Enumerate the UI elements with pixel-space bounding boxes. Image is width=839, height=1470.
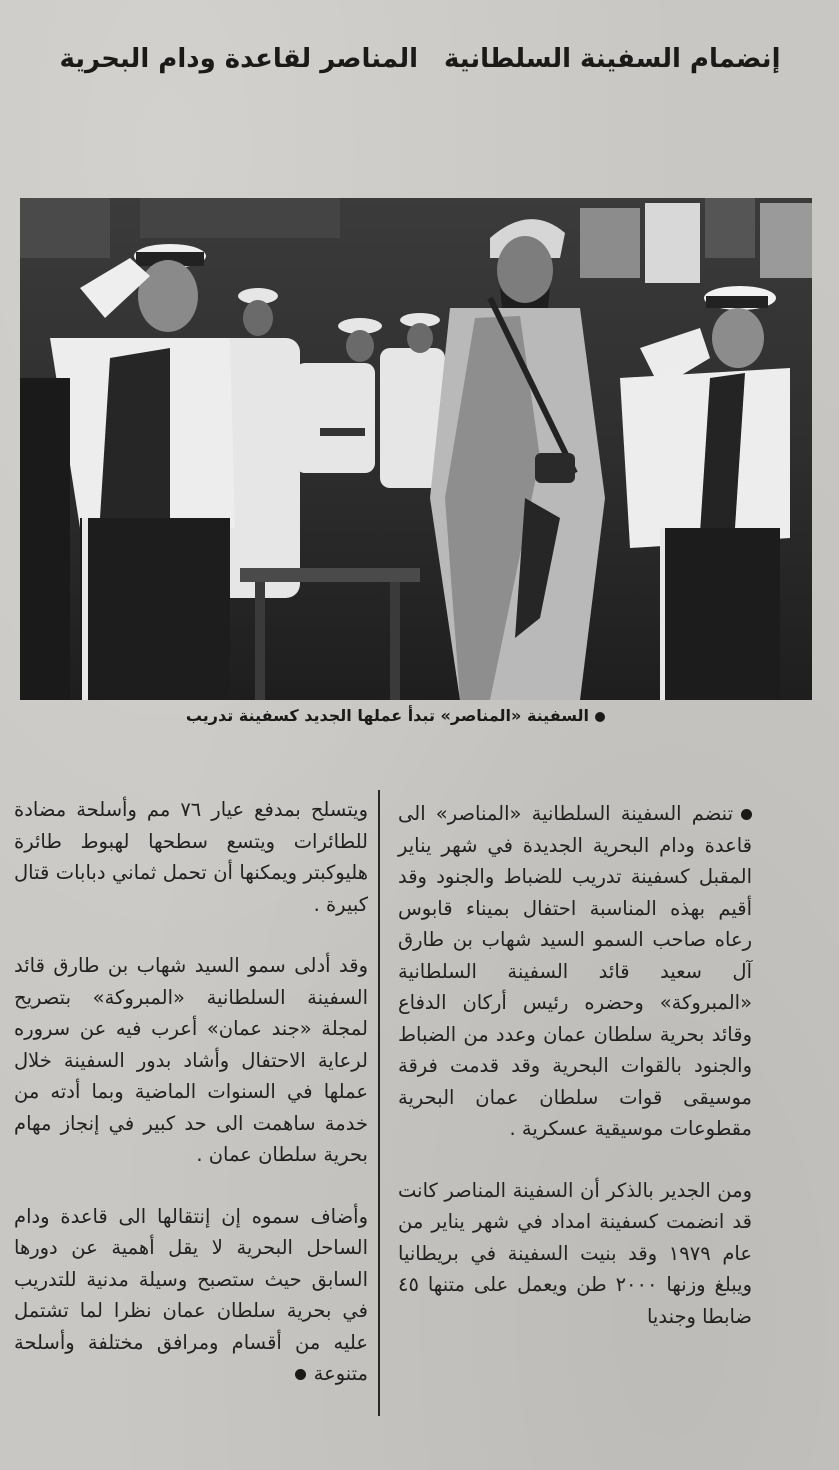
paragraph-text: وأضاف سموه إن إنتقالها الى قاعدة ودام الساحل البحرية لا يقل أهمية عن دورها السابق حيث ستصبح وسيلة مدنية للتدريب في بحرية سلطان عمان نظرا لما تشتمل عليه من أقسام ومرافق مختلفة وأسلحة متنوعة (14, 1204, 368, 1385)
paragraph: ومن الجدير بالذكر أن السفينة المناصر كانت قد انضمت كسفينة امداد في شهر يناير من عام ١٩٧٩ وقد بنيت السفينة في بريطانيا ويبلغ وزنها ٢٠٠٠ طن ويعمل على متنها ٤٥ ضابطا وجنديا (398, 1178, 753, 1328)
paragraph: تنضم السفينة السلطانية «المناصر» الى قاعدة ودام البحرية الجديدة في شهر يناير المقبل كسفينة تدريب للضباط والجنود وقد أقيم بهذه المناسبة احتفال بميناء قابوس رعاه صاحب السمو السيد شهاب بن طارق آل سعيد قائد السفينة السلطانية «المبروكة» وحضره رئيس أركان الدفاع وقائد بحرية سلطان عمان وعدد من الضباط والجنود بالقوات البحرية وقد قدمت فرقة موسيقى قوات سلطان عمان البحرية مقطوعات موسيقية عسكرية . (398, 798, 752, 1145)
end-bullet-icon (295, 1369, 306, 1380)
headline-part-1: إنضمام السفينة السلطانية (444, 44, 781, 74)
photo-caption-text: السفينة «المناصر» تبدأ عملها الجديد كسفينة تدريب (185, 706, 589, 725)
article-column-left (14, 794, 368, 1420)
photo-caption (185, 706, 605, 725)
headline-part-2: المناصر لقاعدة ودام البحرية (59, 44, 419, 74)
column-divider (378, 790, 380, 1416)
paragraph: وقد أدلى سمو السيد شهاب بن طارق قائد السفينة السلطانية «المبروكة» بتصريح لمجلة «جند عمان» أعرب فيه عن سروره لرعاية الاحتفال وأشاد بدور السفينة خلال عملها في السنوات الماضية وبما أدته من خدمة ساهمت الى حد كبير في إنجاز مهام بحرية سلطان عمان . (14, 954, 368, 1166)
paragraph-last (14, 1201, 368, 1390)
article-column-right (398, 798, 752, 1362)
paragraph: ويتسلح بمدفع عيار ٧٦ مم وأسلحة مضادة للطائرات ويتسع سطحها لهبوط طائرة هليوكبتر ويمكنها أن تحمل ثماني دبابات قتال كبيرة . (14, 798, 368, 916)
bullet-icon (595, 712, 605, 722)
article-headline (40, 44, 800, 74)
ceremony-photo (20, 198, 812, 700)
